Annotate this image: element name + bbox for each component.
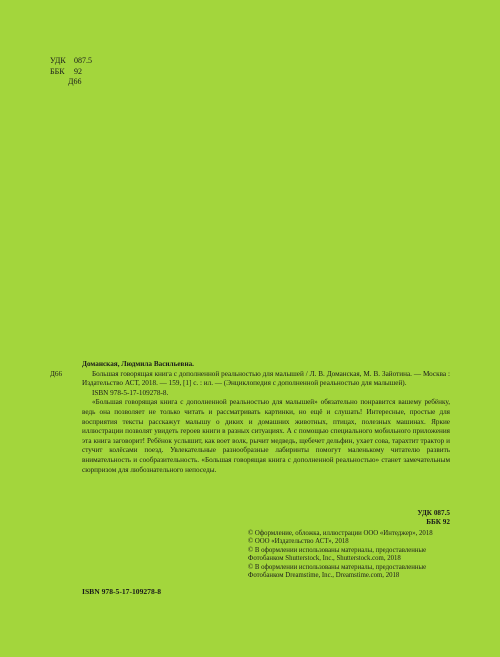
bbk-right: ББК 92 [426,518,450,526]
record-title: Большая говорящая книга с дополненной реальностью для малышей / Л. В. Доманская, М. В. Зайотина. — Москва : Издательство АСТ, 2018. — 159, [1] с. : ил. — (Энциклопедия с дополненной реальностью для малышей). [82,369,450,388]
bbk-line [50,67,92,78]
record-annotation: «Большая говорящая книга с дополненной реальностью для малышей» обязательно понравится вашему ребёнку, ведь она позволяет не только читать и рассматривать картинки, но ещё и слушать! Интересные, простые для восприятия тексты расскажут малышу о диких и домашних животных, птицах, полезных машинах. Яркие иллюстрации позволят увидеть героев книги в разных ситуациях. А с помощью специального мобильного приложения эта книга заговорит! Ребёнок услышит, как воет волк, рычит медведь, щебечет дельфин, ухает сова, тарахтит трактор и стучит колёсами поезд. Увлекательные разнообразные лабиринты помогут маленькому читателю развить внимательность и сообразительность. «Большая говорящая книга с дополненной реальностью» станет замечательным сюрпризом для любознательного непоседы. [82,398,450,474]
copyright-line-4: © В оформлении использованы материалы, предоставленные Фотобанком Dreamstime, Inc., Dreamstime.com, 2018 [248,563,427,580]
udk-line [50,56,92,67]
record-author-mark [50,360,82,475]
record-heading [50,360,450,475]
isbn-bottom: ISBN 978-5-17-109278-8 [82,587,162,596]
top-classification-block [50,56,92,88]
right-classification-block [417,509,450,527]
record-author: Доманская, Людмила Васильевна. [82,360,194,368]
bibliographic-record [50,360,450,475]
udk-label: УДК [50,56,66,65]
author-mark: Д66 [68,77,82,86]
copyright-line-2: © ООО «Издательство АСТ», 2018 [248,538,349,546]
copyright-block [248,530,453,580]
udk-value: 087.5 [74,56,92,65]
bbk-label: ББК [50,66,65,76]
record-body [82,360,450,475]
udk-right: УДК 087.5 [417,509,450,517]
copyright-line-1: © Оформление, обложка, иллюстрации ООО «Интеджер», 2018 [248,530,433,537]
record-isbn: ISBN 978-5-17-109278-8. [92,388,169,397]
copyright-line-3: © В оформлении использованы материалы, предоставленные Фотобанком Shutterstock, Inc., Shutterstock.com, 2018 [248,546,427,563]
record-author-mark-text: Д66 [50,369,63,378]
bbk-value: 92 [74,66,82,76]
